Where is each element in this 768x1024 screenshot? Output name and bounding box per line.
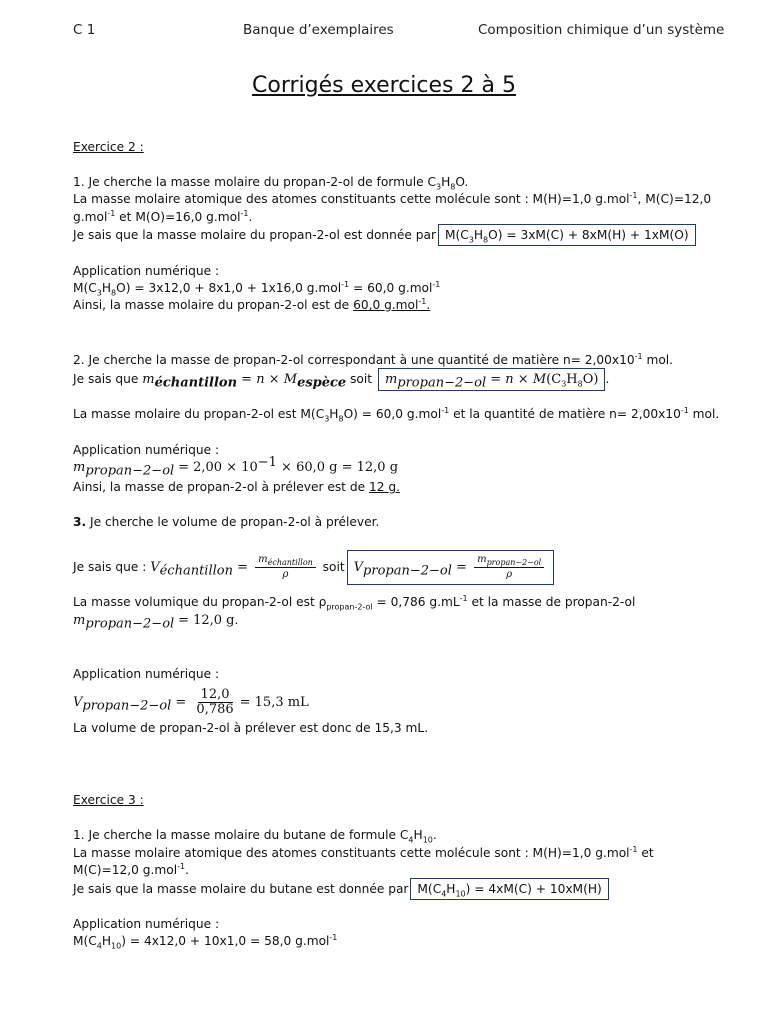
ex3-calc: $M(C_4H_{10}) = 4x12,0 + 10x1,0 = 58,0$ g.mol$^{-1}$: [73, 932, 338, 951]
ex2-q2-an-label: Application numérique :: [73, 443, 220, 457]
ex3-line4: Je sais que la masse molaire du butane est donnée par $M(C_4H_{10}) = 4xM(C) + 10xM(H)$: [73, 878, 609, 900]
ex2-q3-line4: $m_{propan-2-ol} = 12,0$ g.: [73, 613, 239, 632]
ex2-q3-line1: 3. Je cherche le volume de propan-2-ol à prélever.: [73, 515, 380, 529]
ex2-q2-line3: La masse molaire du propan-2-ol est $M(C_3H_8O) = 60,0$ g.mol$^{-1}$ et la quantité de matière $n= 2,00x10^{-1}$ mol.: [73, 405, 720, 424]
ex2-q1-line3: g.mol$^{-1}$ et M(O)=16,0 g.mol$^{-1}$.: [73, 208, 253, 224]
ex3-an-label: Application numérique :: [73, 917, 220, 931]
ex2-q1-conclusion: Ainsi, la masse molaire du propan-2-ol est de 60,0 g.mol$^{-1}$.: [73, 296, 431, 312]
ex2-q1-calc: $M(C_3H_8O) = 3x12,0 + 8x1,0 + 1x16,0$ g.mol$^{-1}$ = 60,0 g.mol$^{-1}$: [73, 279, 441, 298]
ex2-q1-an-label: Application numérique :: [73, 264, 220, 278]
ex3-line1: 1. Je cherche la masse molaire du butane de formule $C_4H_{10}$.: [73, 828, 437, 845]
ex2-q2-conclusion: Ainsi, la masse de propan-2-ol à prélever est de 12 g.: [73, 480, 400, 494]
formula-box: $M(C_3H_8O) = 3xM(C) + 8xM(H) + 1xM(O)$: [438, 224, 696, 246]
formula-box-butane: $M(C_4H_{10}) = 4xM(C) + 10xM(H)$: [410, 878, 608, 900]
ex2-q3-line2: Je sais que : $V_{échantillon}$ = $\frac{m_{échantillon}}{\rho}$ soit $V_{propan-2-ol}$ = $\frac{m_{propan-2-ol}}{\rho}$: [73, 550, 554, 585]
header-center: Banque d’exemplaires: [243, 22, 394, 38]
page-title: Corrigés exercices 2 à 5: [252, 73, 516, 98]
header-left: C 1: [73, 22, 96, 38]
ex2-q3-an-label: Application numérique :: [73, 667, 220, 681]
ex2-q1-line2: La masse molaire atomique des atomes constituants cette molécule sont : M(H)=1,0 g.mol$^{-1}$, M(C)=12,0: [73, 190, 712, 206]
ex2-q3-equation: $V_{propan-2-ol}$ = $\frac{12,0}{0,786}$ = 15,3 mL: [73, 687, 309, 717]
ex2-q2-line1: 2. Je cherche la masse de propan-2-ol correspondant à une quantité de matière $n= 2,00x10^{-1}$ mol.: [73, 351, 674, 367]
ex3-line3: M(C)=12,0 g.mol$^{-1}$.: [73, 861, 189, 877]
header-right: Composition chimique d’un système: [478, 22, 725, 38]
ex3-line2: La masse molaire atomique des atomes constituants cette molécule sont : M(H)=1,0 g.mol$^{-1}$ et: [73, 844, 654, 860]
ex2-q2-equation: $m_{propan-2-ol} = 2,00 \times 10^{-1} \times 60,0$ g = 12,0 g: [73, 454, 399, 479]
ex2-q3-conclusion: La volume de propan-2-ol à prélever est donc de 15,3 mL.: [73, 721, 429, 735]
formula-box-volume: $V_{propan-2-ol}$ = $\frac{m_{propan-2-ol}}{\rho}$: [347, 550, 555, 585]
exercise-2-heading: Exercice 2 :: [73, 140, 144, 154]
ex2-q1-line1: 1. Je cherche la masse molaire du propan-2-ol de formule $C_3H_8O$.: [73, 175, 469, 192]
exercise-3-heading: Exercice 3 :: [73, 793, 144, 807]
formula-box-mass: $m_{propan-2-ol} = n \times M(C_3H_8O)$: [378, 368, 606, 391]
ex2-q3-line3: La masse volumique du propan-2-ol est $\rho_{propan-2-ol} = 0,786$ $g.mL^{-1}$ et la masse de propan-2-ol: [73, 593, 636, 612]
ex2-q1-line4: Je sais que la masse molaire du propan-2-ol est donnée par $M(C_3H_8O) = 3xM(C) + 8xM(H) + 1xM(O)$: [73, 224, 696, 246]
ex2-q2-line2: Je sais que $m_{échantillon} = n \times M_{espèce}$ soit $m_{propan-2-ol} = n \times M(C_3H_8O)$ .: [73, 368, 609, 391]
